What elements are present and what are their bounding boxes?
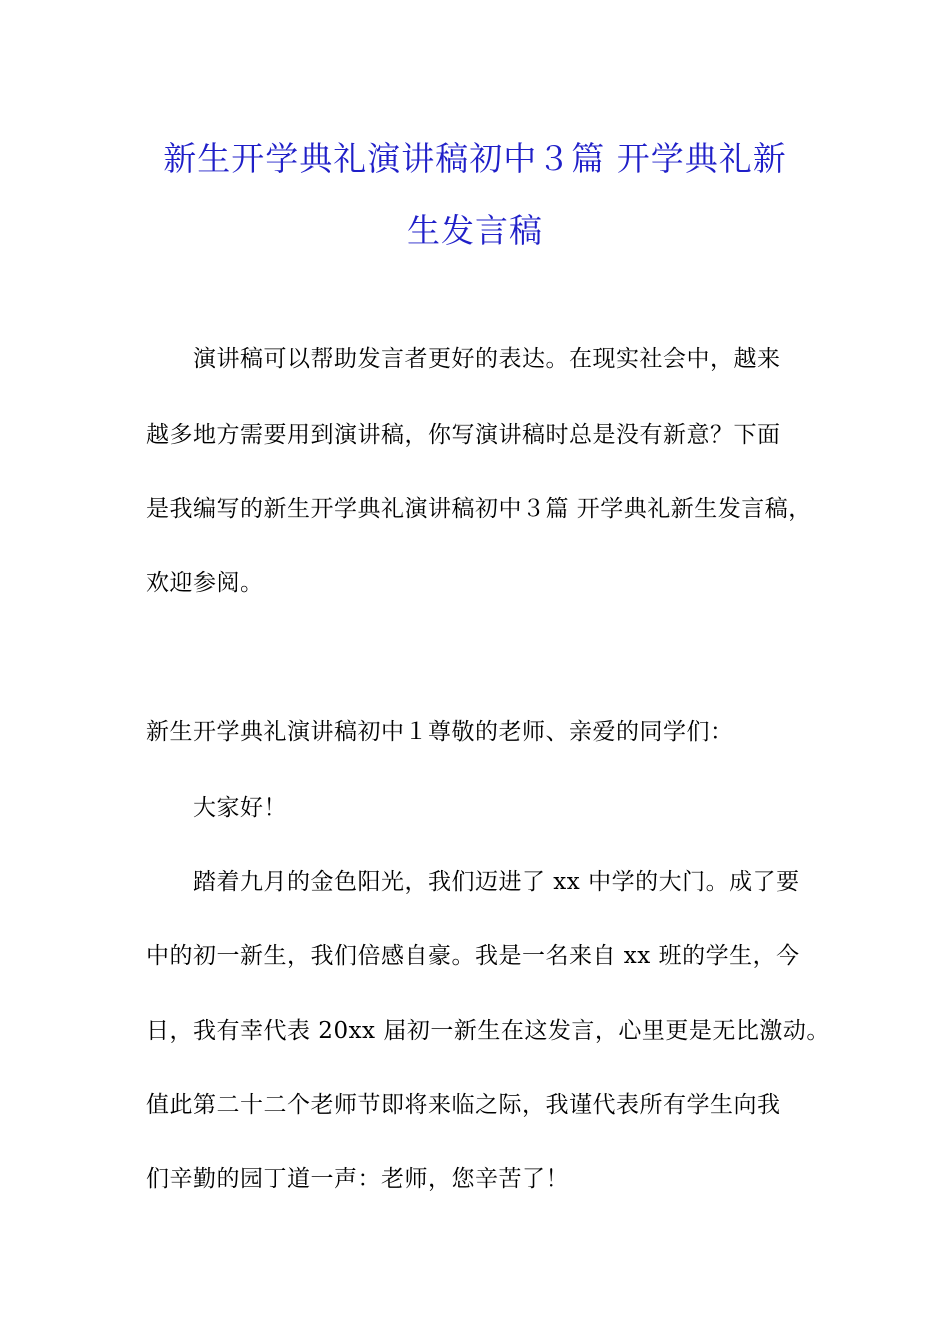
body-line-2: 中的初一新生，我们倍感自豪。我是一名来自 xx 班的学生，今 bbox=[146, 943, 800, 969]
body-line-4: 值此第二十二个老师节即将来临之际，我谨代表所有学生向我 bbox=[146, 1092, 781, 1118]
greeting: 大家好！ bbox=[193, 795, 287, 821]
document-title-line-1: 新生开学典礼演讲稿初中３篇 开学典礼新 bbox=[163, 139, 787, 178]
body-line-5: 们辛勤的园丁道一声：老师，您辛苦了！ bbox=[146, 1166, 569, 1192]
section-heading: 新生开学典礼演讲稿初中１尊敬的老师、亲爱的同学们： bbox=[146, 719, 734, 745]
intro-line-2: 越多地方需要用到演讲稿，你写演讲稿时总是没有新意？下面 bbox=[146, 422, 781, 448]
body-line-3: 日，我有幸代表 20xx 届初一新生在这发言，心里更是无比激动。 bbox=[146, 1018, 830, 1044]
intro-line-1: 演讲稿可以帮助发言者更好的表达。在现实社会中，越来 bbox=[193, 346, 781, 372]
document-title-line-2: 生发言稿 bbox=[407, 211, 543, 250]
intro-line-4: 欢迎参阅。 bbox=[146, 570, 264, 596]
body-line-1: 踏着九月的金色阳光，我们迈进了 xx 中学的大门。成了要 bbox=[193, 869, 800, 895]
intro-line-3: 是我编写的新生开学典礼演讲稿初中３篇 开学典礼新生发言稿， bbox=[146, 496, 812, 522]
